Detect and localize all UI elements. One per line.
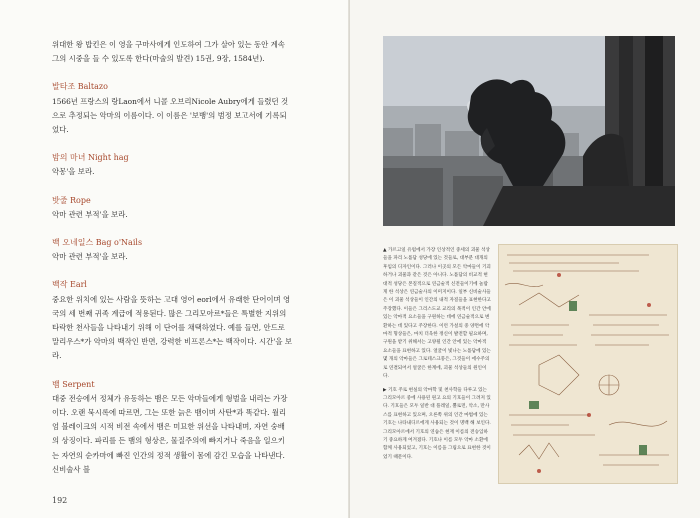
gargoyle-photo-illustration xyxy=(383,36,675,226)
main-text-column xyxy=(52,38,292,477)
entry-heading-bag-o-nails: 백 오네일스 Bag o'Nails xyxy=(52,238,143,248)
intro-paragraph: 위대한 왕 밥킨은 이 영을 구마사에게 인도하여 그가 살아 있는 동안 계속 그의 시중을 들 수 있도록 한다(마술의 발견) 15권, 9장, 1584년). xyxy=(52,40,285,64)
manuscript-sigils-illustration xyxy=(499,245,677,483)
entry-heading-earl: 백작 Earl xyxy=(52,280,87,290)
entry-body-serpent: 대중 전승에서 정체가 유동하는 뱀은 모든 악마들에게 형벌을 내리는 가장 이다. 오랜 묵시록에 따르면, 그는 또한 늙은 뱀이며 사탄*과 똑같다. 월리엄 블레이크의 시적 비전 속에서 뱀은 미묘한 위선을 나타내며, 자연 숭배의 상징이다. 파리를 든 뱀의 형상은, 물질주의에 빠지거나 죽음을 일으키는 자연의 순카마에 빠진 인간의 정적 생활이 몸에 감긴 모습을 나타낸다. 신비술사 블 xyxy=(52,393,288,474)
caption-sigils: ▶ 기호 주로 현실의 악마학 및 천사학들 다루고 있는 그리모아르 중에 사용된 원고 요의 기호들이 그려져 있다. 기호들은 모두 일반 대 플레일, 뿔로먼, 악소, 만사스를 표현하고 있으며, 오른쪽 위의 인간 마법에 있는 기호는 나타내디르에게 사용되는 것이 명백 해 보인다. 그리모아르에서 기호의 연습은 현재 이름의 전승입하기 중요하게 여겨졌다. 기호나 이름 모두 악마 소환에 함께 사용되었고, 기호는 이름을 그림으로 표현한 것이었기 때문이다. xyxy=(383,387,491,460)
entry-body-earl: 중요한 위치에 있는 사람을 뜻하는 고대 영어 eorl에서 유래한 단어이며 영국의 세 번째 귀족 계급에 적용된다. 많은 그리모아르*들은 특별한 지위의 타락한 천사들을 나타내기 위해 이 단어를 채택하였다. 예를 들면, 안드로말리우스*가 악마의 백작인 반면, 강력한 비프론스*는 백작이다. 시간'을 보라. xyxy=(52,294,292,361)
entry-heading-serpent: 뱀 Serpent xyxy=(52,379,95,389)
entry-body-night-hag: 악몽'을 보라. xyxy=(52,167,95,177)
entry-body-bag-o-nails: 악마 관련 부적'을 보라. xyxy=(52,252,128,262)
entry-heading-rope: 밧줄 Rope xyxy=(52,195,91,205)
entry-body-baltazo: 1566년 프랑스의 랑Laon에서 니콜 오브리Nicole Aubry에게 들렸던 것으로 추정되는 악마의 이름이다. 이 이름은 '보뱅'의 범정 보고서에 기록되었다. xyxy=(52,96,289,135)
manuscript-image xyxy=(498,244,678,484)
entry-heading-night-hag: 밤의 마녀 Night hag xyxy=(52,153,129,163)
entry-heading-baltazo: 발타조 Baltazo xyxy=(52,82,108,92)
gargoyle-photo xyxy=(383,36,675,226)
page-number: 192 xyxy=(52,496,68,505)
caption-column xyxy=(383,247,491,467)
caption-gargoyle: ▲ 가르고일 유럽에서 가장 인상적인 중세의 괴물 석상들을 파리 노틀담 성당에 있는 것들로, 대부분 대개의 후임의 디자인이다. 그러나 이곳의 모든 악마들이 기괴하거나 괴물과 같은 것은 아니다. 노틀담의 비교적 현대적 성당은 본질적으로 연금술적 신전들이기에 놀랍게 한 석상은 연금술사의 이미지이다. 일부 신비술사들은 이 괴물 석상들이 인간의 내적 자질들을 표현한다고 주장했다. 이들은 그리스도교 교리의 목적이 인간 안에 있는 악마적 요소들을 구원하는 데에 연금술적으로 변환하는 데 있다고 주장한다. 이런 가설의 중 양면에 악마적 형상들은, 마치 더욱한 정신이 발전할 필요하며, 구원을 받기 위해서는 고양될 인간 안에 있는 악마적 요소들을 표현하고 있다. 얼굴이 빛나는 노틀담에 있는 몇 개의 악마들은 그로테스크풍은, 그것들이 에수주의로 연결되어서 얼굴은 한계에, 괴물 석상들의 원인이다. xyxy=(383,248,491,380)
entry-body-rope: 악마 관련 부적'을 보라. xyxy=(52,209,128,219)
